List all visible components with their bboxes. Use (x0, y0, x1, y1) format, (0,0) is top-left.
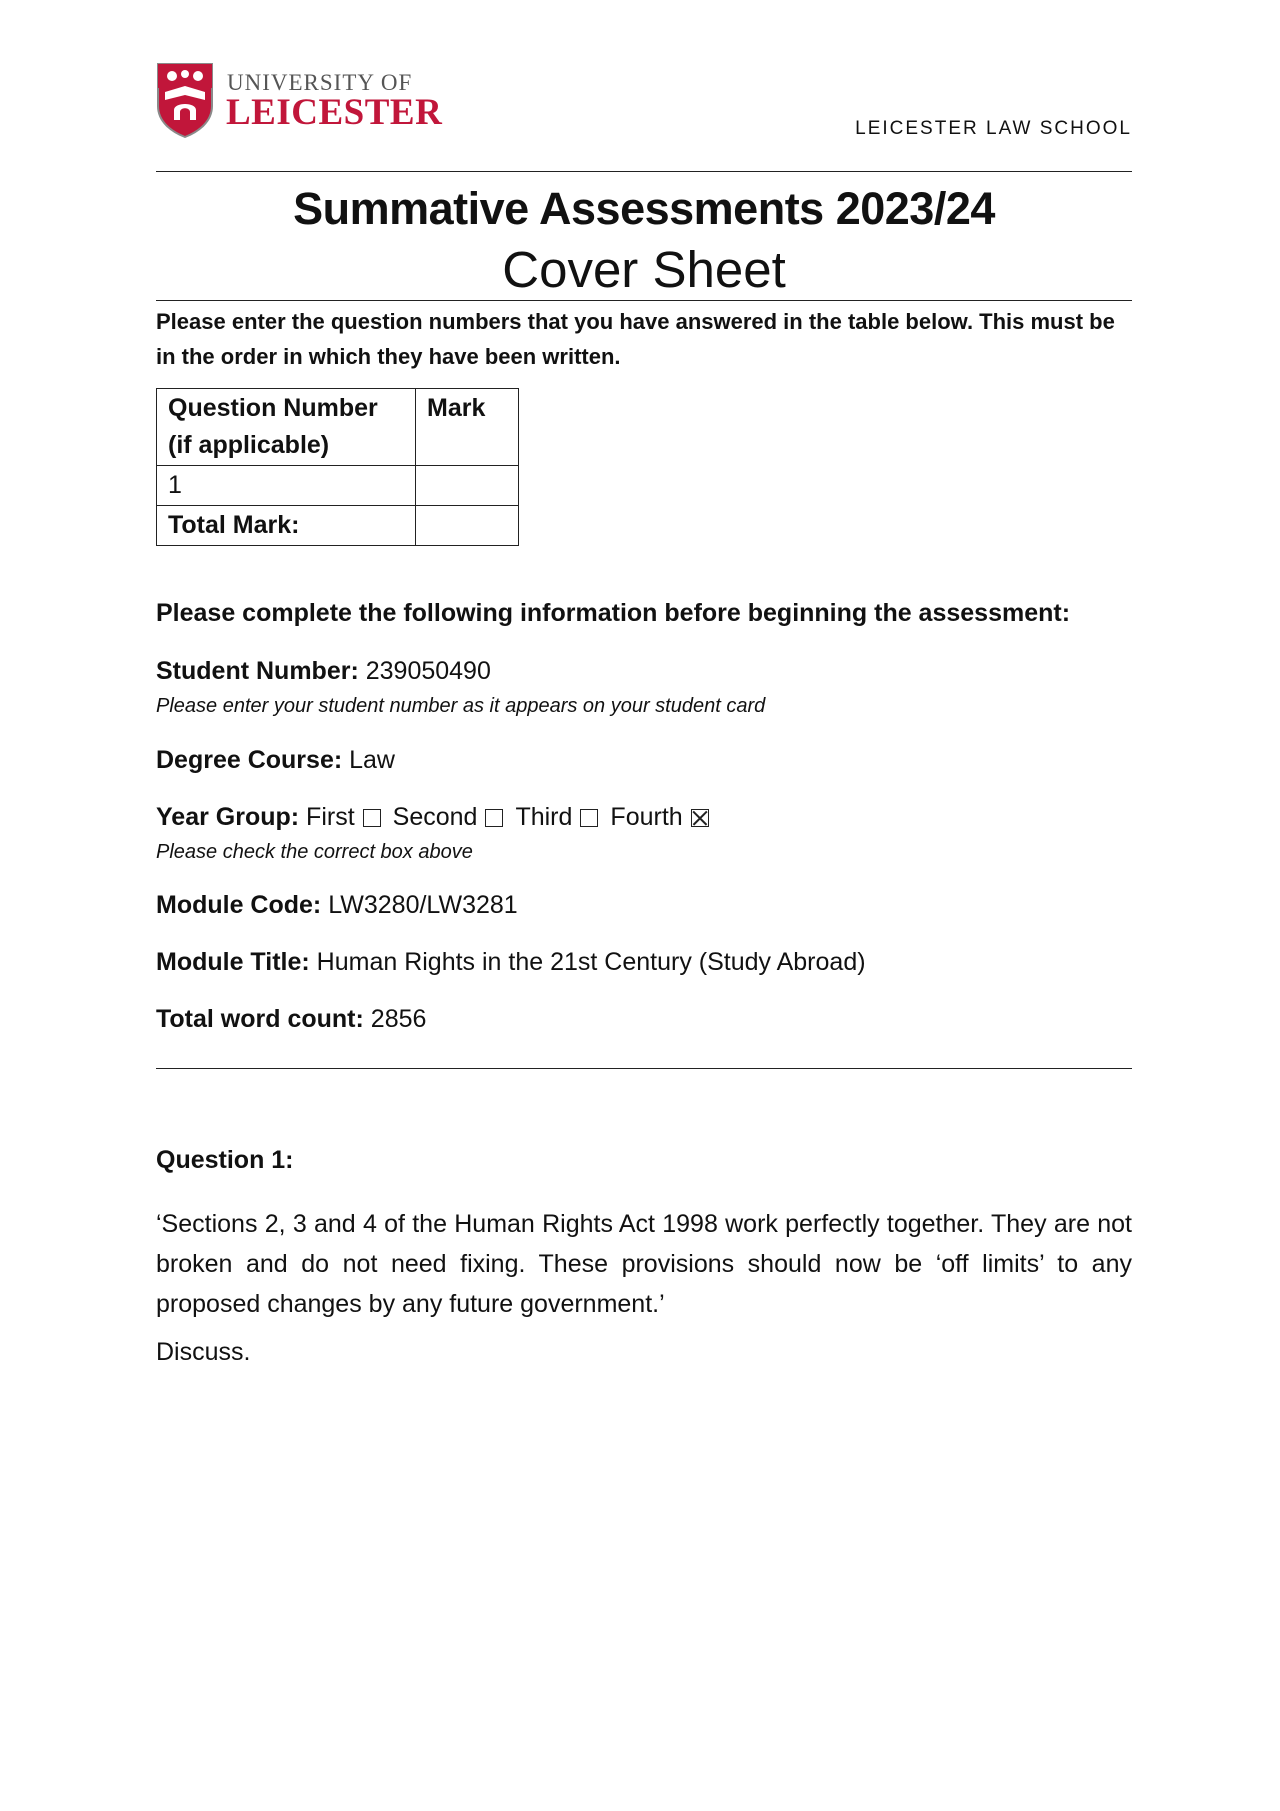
table-instructions: Please enter the question numbers that you have answered in the table below. This must be in the order in which they have been written. (156, 309, 1115, 369)
year-first-checkbox[interactable] (363, 809, 381, 827)
total-mark-value[interactable] (416, 506, 519, 546)
degree-course-label: Degree Course: (156, 746, 343, 774)
table-cell-mark[interactable] (416, 466, 519, 506)
word-count-field (156, 1005, 1132, 1034)
table-total-row (157, 506, 519, 546)
university-crest-icon (156, 62, 214, 138)
year-option-second: Second (392, 803, 478, 831)
student-number-field (156, 657, 1132, 686)
question-text: ‘Sections 2, 3 and 4 of the Human Rights Act 1998 work perfectly together. They are not broken and do not need fixing. These provisions should now be ‘off limits’ to any proposed changes by any future government.’ (156, 1210, 1132, 1318)
module-title-field (156, 948, 1132, 977)
info-divider (156, 1068, 1132, 1069)
table-header-mark: Mark (416, 389, 519, 466)
year-fourth-checkbox[interactable] (691, 809, 709, 827)
page-title: Summative Assessments 2023/24 (293, 183, 995, 234)
student-number-label: Student Number: (156, 657, 359, 685)
university-logo (156, 60, 443, 140)
year-option-first: First (306, 803, 355, 831)
student-number-hint: Please enter your student number as it appears on your student card (156, 695, 766, 717)
logo-leicester: LEICESTER (226, 92, 443, 133)
year-group-hint: Please check the correct box above (156, 841, 473, 863)
question-marks-table (156, 388, 519, 546)
degree-course-value[interactable]: Law (349, 746, 395, 774)
module-code-label: Module Code: (156, 891, 322, 919)
year-option-third: Third (515, 803, 573, 831)
info-heading: Please complete the following information before beginning the assessment: (156, 599, 1071, 627)
word-count-value[interactable]: 2856 (370, 1005, 427, 1033)
title-divider (156, 300, 1132, 301)
year-third-checkbox[interactable] (580, 809, 598, 827)
school-name: LEICESTER LAW SCHOOL (855, 118, 1132, 139)
table-header-row (157, 389, 519, 466)
module-code-field (156, 891, 1132, 920)
year-option-fourth: Fourth (610, 803, 683, 831)
module-code-value[interactable]: LW3280/LW3281 (328, 891, 518, 919)
table-header-question: Question Number (if applicable) (157, 389, 416, 466)
question-instruction: Discuss. (156, 1338, 251, 1366)
question-heading: Question 1: (156, 1146, 294, 1174)
module-title-value[interactable]: Human Rights in the 21st Century (Study Abroad) (316, 948, 866, 976)
table-cell-question: 1 (157, 466, 416, 506)
header-divider (156, 171, 1132, 172)
total-mark-label: Total Mark: (157, 506, 416, 546)
year-second-checkbox[interactable] (485, 809, 503, 827)
page-subtitle: Cover Sheet (502, 241, 786, 298)
year-group-field (156, 803, 1132, 832)
word-count-label: Total word count: (156, 1005, 364, 1033)
degree-course-field (156, 746, 1132, 775)
module-title-label: Module Title: (156, 948, 310, 976)
year-group-label: Year Group: (156, 803, 300, 831)
table-row (157, 466, 519, 506)
logo-university-of: UNIVERSITY OF (227, 70, 413, 95)
student-number-value[interactable]: 239050490 (365, 657, 491, 685)
